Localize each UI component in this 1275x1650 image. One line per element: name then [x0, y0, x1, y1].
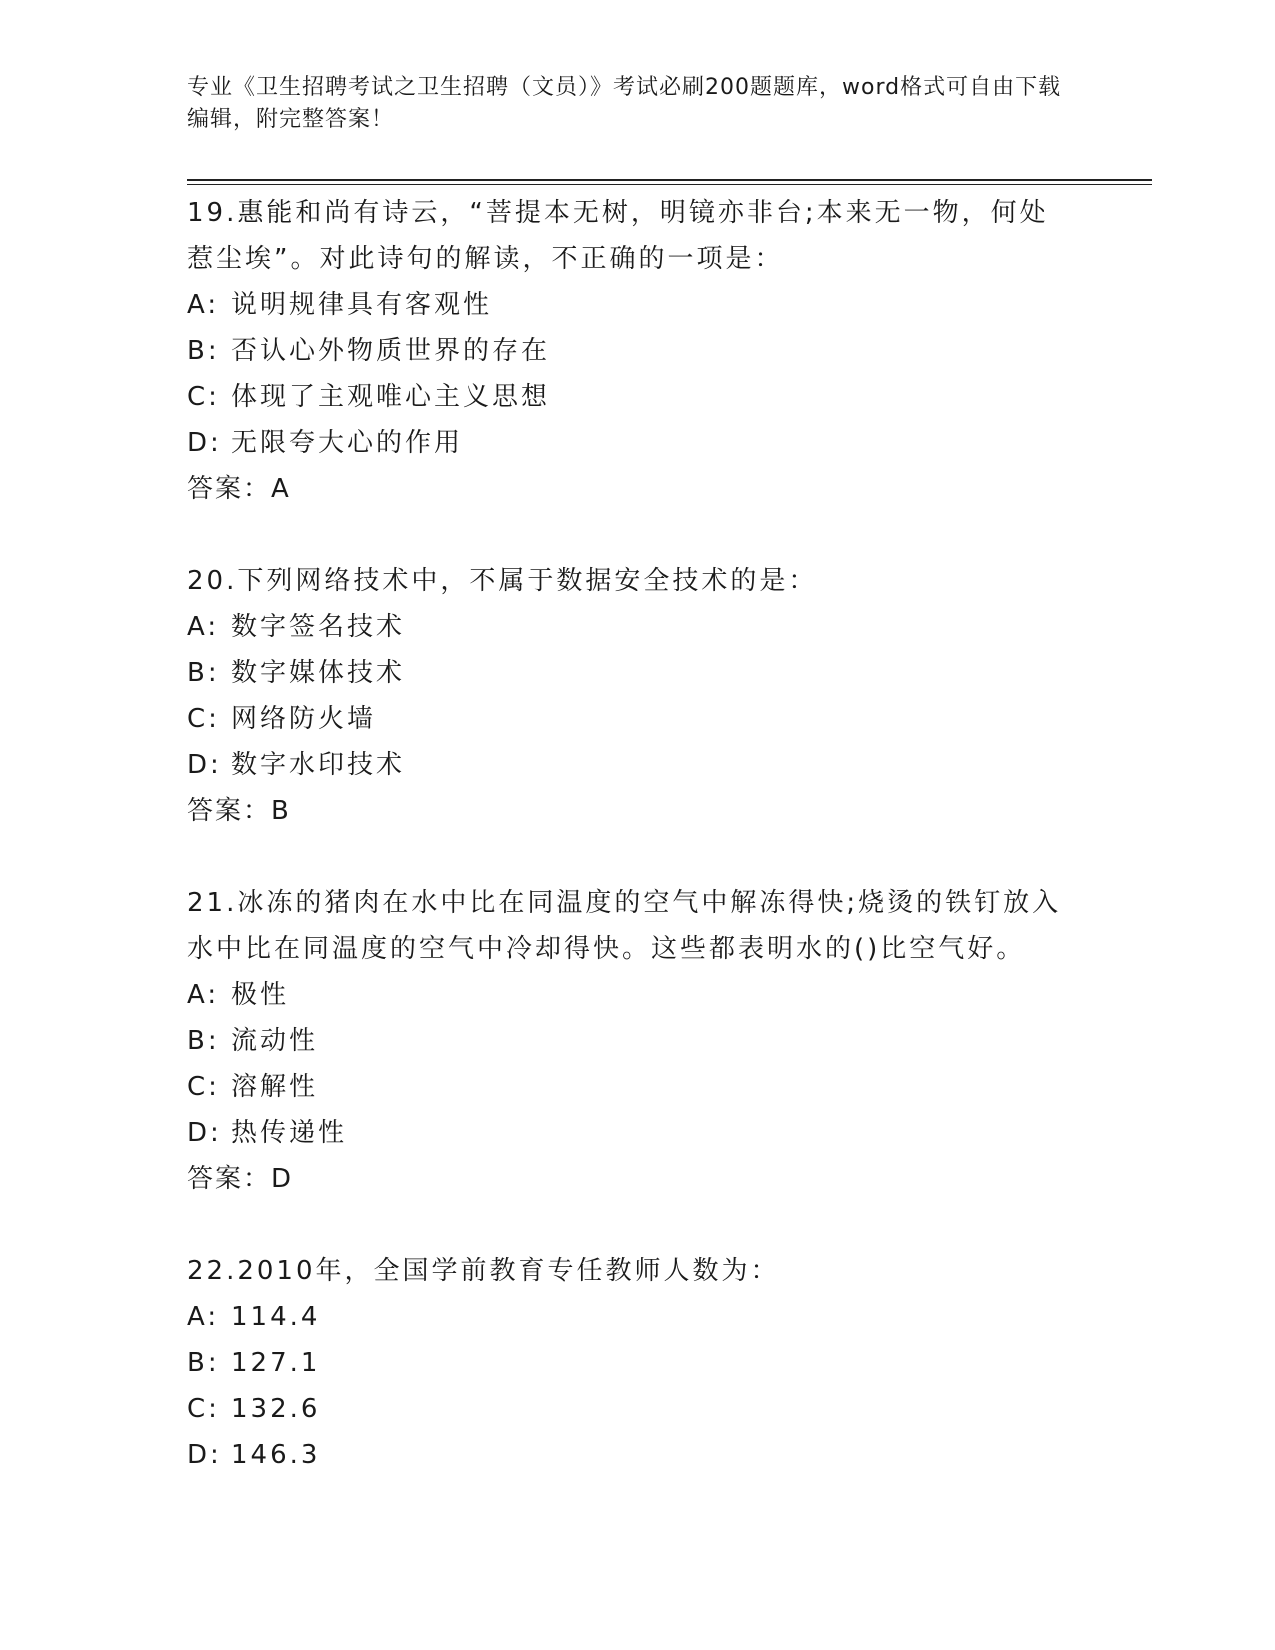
- document-header: 专业《卫生招聘考试之卫生招聘（文员）》考试必刷200题题库，word格式可自由下载编辑，附完整答案！: [187, 75, 1062, 132]
- question-stem: 20.下列网络技术中，不属于数据安全技术的是：: [187, 566, 818, 596]
- option-text: 无限夸大心的作用: [231, 428, 464, 458]
- option-b: [187, 328, 1067, 374]
- option-letter: C:: [187, 1072, 220, 1102]
- option-a: [187, 1294, 1067, 1340]
- header-divider-thin: [187, 184, 1152, 185]
- option-text: 体现了主观唯心主义思想: [231, 382, 551, 412]
- option-letter: B:: [187, 336, 220, 366]
- option-letter: C:: [187, 1394, 220, 1424]
- option-c: [187, 696, 1067, 742]
- option-d: [187, 420, 1067, 466]
- option-letter: D:: [187, 428, 222, 458]
- option-d: [187, 1110, 1067, 1156]
- option-text: 热传递性: [231, 1118, 348, 1148]
- option-text: 说明规律具有客观性: [231, 290, 493, 320]
- option-c: [187, 1064, 1067, 1110]
- option-a: [187, 282, 1067, 328]
- option-letter: D:: [187, 750, 222, 780]
- option-text: 数字媒体技术: [231, 658, 406, 688]
- option-c: [187, 1386, 1067, 1432]
- option-text: 否认心外物质世界的存在: [231, 336, 551, 366]
- option-letter: B:: [187, 1348, 220, 1378]
- option-letter: B:: [187, 658, 220, 688]
- option-text: 数字签名技术: [231, 612, 406, 642]
- option-letter: B:: [187, 1026, 220, 1056]
- question-stem: 21.冰冻的猪肉在水中比在同温度的空气中解冻得快;烧烫的铁钉放入水中比在同温度的空气中冷却得快。这些都表明水的()比空气好。: [187, 888, 1062, 964]
- header-divider-thick: [187, 179, 1152, 181]
- question-21: [187, 880, 1067, 1202]
- option-a: [187, 604, 1067, 650]
- option-d: [187, 1432, 1067, 1478]
- answer-line: 答案：B: [187, 796, 291, 826]
- question-stem: 19.惠能和尚有诗云，“菩提本无树，明镜亦非台;本来无一物，何处惹尘埃”。对此诗句的解读，不正确的一项是：: [187, 198, 1049, 274]
- question-22: [187, 1248, 1067, 1478]
- question-20: [187, 558, 1067, 834]
- question-stem: 22.2010年，全国学前教育专任教师人数为：: [187, 1256, 780, 1286]
- option-b: [187, 1340, 1067, 1386]
- option-text: 数字水印技术: [231, 750, 406, 780]
- option-text: 溶解性: [231, 1072, 319, 1102]
- option-text: 114.4: [231, 1302, 321, 1332]
- option-letter: C:: [187, 382, 220, 412]
- option-text: 132.6: [231, 1394, 321, 1424]
- option-letter: D:: [187, 1440, 222, 1470]
- option-letter: A:: [187, 612, 220, 642]
- option-letter: A:: [187, 980, 220, 1010]
- question-list: [187, 190, 1067, 1524]
- option-c: [187, 374, 1067, 420]
- option-letter: A:: [187, 290, 220, 320]
- option-text: 极性: [231, 980, 290, 1010]
- option-text: 127.1: [231, 1348, 321, 1378]
- option-b: [187, 1018, 1067, 1064]
- option-a: [187, 972, 1067, 1018]
- question-19: [187, 190, 1067, 512]
- option-text: 流动性: [231, 1026, 319, 1056]
- option-d: [187, 742, 1067, 788]
- option-text: 146.3: [231, 1440, 321, 1470]
- option-text: 网络防火墙: [231, 704, 377, 734]
- answer-line: 答案：D: [187, 1164, 294, 1194]
- option-letter: A:: [187, 1302, 220, 1332]
- option-letter: D:: [187, 1118, 222, 1148]
- answer-line: 答案：A: [187, 474, 291, 504]
- option-b: [187, 650, 1067, 696]
- option-letter: C:: [187, 704, 220, 734]
